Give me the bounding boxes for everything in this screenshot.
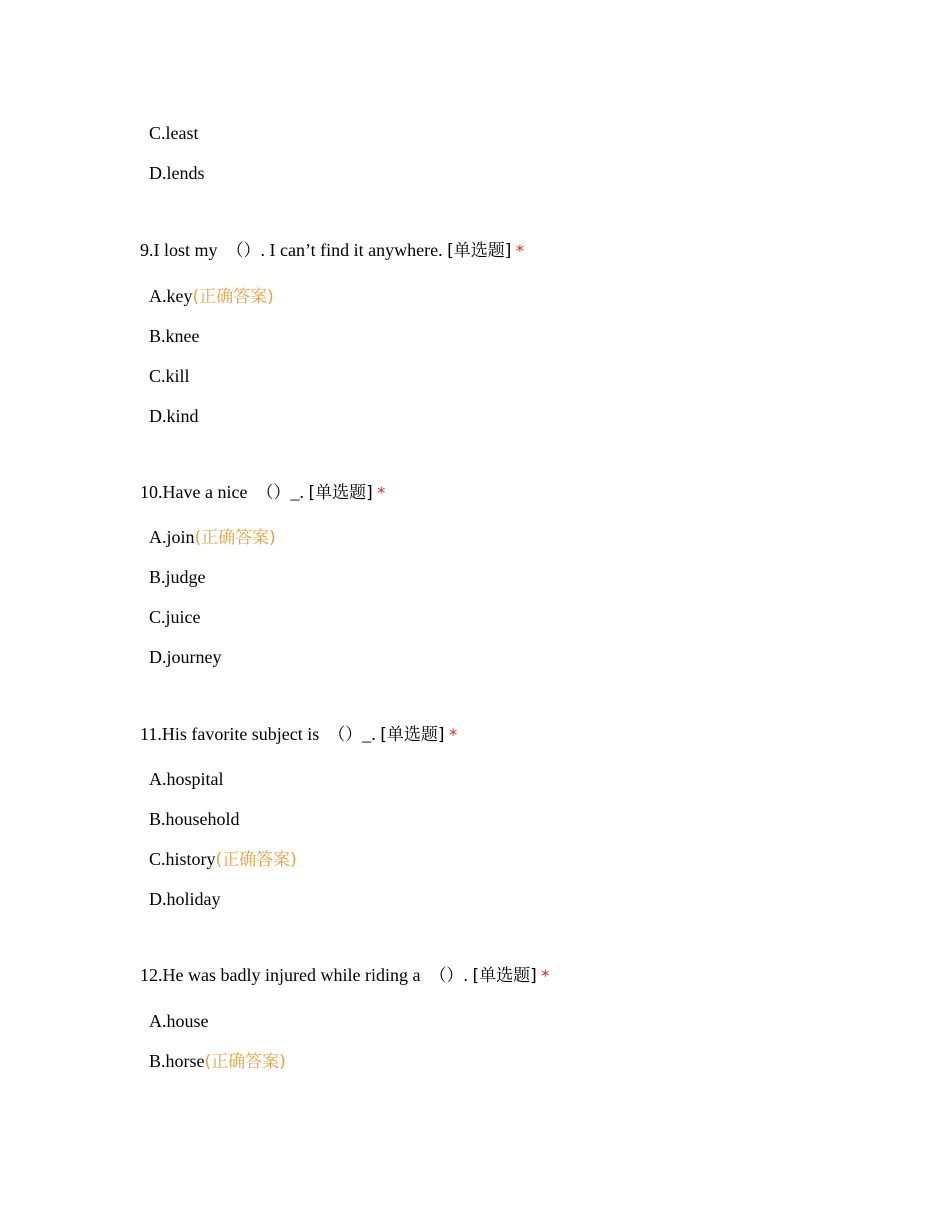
option-item: [149, 284, 274, 309]
option-item: [149, 807, 240, 831]
option-item: [149, 404, 199, 428]
option-label: B.horse: [149, 1051, 205, 1071]
option-label: B.household: [149, 809, 240, 829]
question-type-tag: [单选题]: [447, 241, 512, 261]
question-title-10: [140, 480, 385, 505]
answer-blank-paren: （）: [256, 483, 291, 503]
option-item: [149, 121, 199, 145]
question-text-before: 12.He was badly injured while riding a: [140, 965, 430, 985]
option-label: D.lends: [149, 163, 205, 183]
option-label: D.holiday: [149, 889, 221, 909]
option-item: [149, 645, 221, 669]
option-item: [149, 605, 201, 629]
option-item: [149, 847, 297, 872]
option-label: A.hospital: [149, 769, 224, 789]
correct-answer-badge: (正确答案): [194, 528, 276, 548]
question-text-before: 9.I lost my: [140, 240, 227, 260]
option-item: [149, 767, 224, 791]
question-text-after: _.: [290, 482, 309, 502]
option-label: C.kill: [149, 366, 190, 386]
correct-answer-badge: (正确答案): [192, 287, 274, 307]
option-item: [149, 1009, 209, 1033]
question-type-tag: [单选题]: [472, 966, 537, 986]
question-title-9: [140, 238, 524, 263]
answer-blank-paren: （）: [429, 966, 464, 986]
answer-blank-paren: （）: [328, 725, 363, 745]
option-item: [149, 364, 190, 388]
question-text-after: _.: [362, 724, 381, 744]
option-item: [149, 525, 276, 550]
question-title-12: [140, 963, 549, 988]
option-label: A.join: [149, 527, 195, 547]
option-label: B.judge: [149, 567, 206, 587]
correct-answer-badge: (正确答案): [215, 850, 297, 870]
option-label: D.kind: [149, 406, 199, 426]
option-label: C.juice: [149, 607, 201, 627]
option-item: [149, 887, 221, 911]
option-label: A.key: [149, 286, 193, 306]
question-type-tag: [单选题]: [308, 483, 373, 503]
option-label: B.knee: [149, 326, 200, 346]
option-label: D.journey: [149, 647, 222, 667]
required-asterisk-icon: *: [449, 725, 458, 744]
required-asterisk-icon: *: [377, 483, 386, 502]
question-title-11: [140, 722, 457, 747]
required-asterisk-icon: *: [541, 966, 550, 985]
correct-answer-badge: (正确答案): [204, 1052, 286, 1072]
option-item: [149, 1049, 286, 1074]
option-item: [149, 161, 205, 185]
question-text-after: .: [463, 965, 473, 985]
question-text-before: 10.Have a nice: [140, 482, 257, 502]
answer-blank-paren: （）: [226, 241, 261, 261]
required-asterisk-icon: *: [515, 241, 524, 260]
option-label: C.history: [149, 849, 216, 869]
question-type-tag: [单选题]: [380, 725, 445, 745]
option-item: [149, 324, 199, 348]
question-text-after: . I can’t find it anywhere.: [260, 240, 448, 260]
option-item: [149, 565, 206, 589]
option-label: C.least: [149, 123, 199, 143]
question-text-before: 11.His favorite subject is: [140, 724, 329, 744]
option-label: A.house: [149, 1011, 209, 1031]
